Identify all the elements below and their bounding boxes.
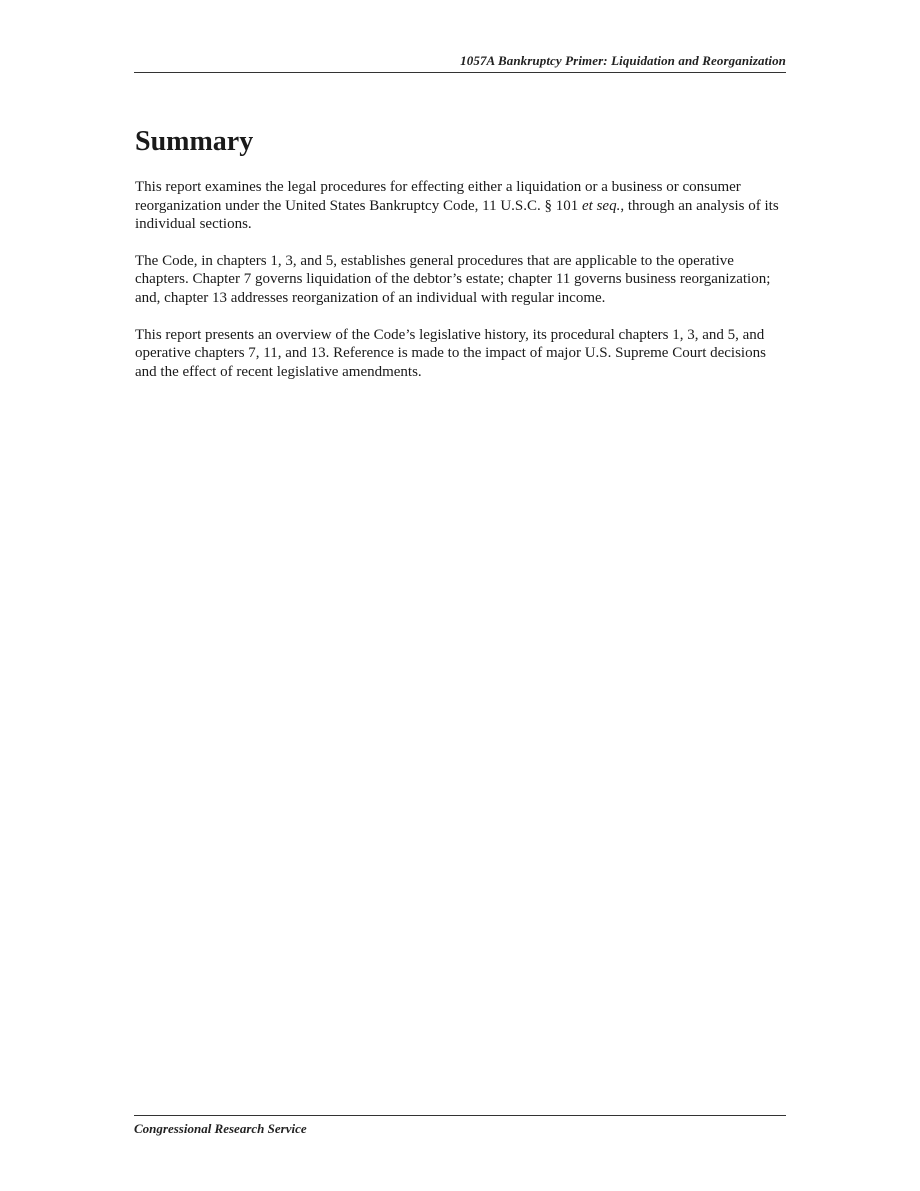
paragraph-1-text-after: , through an analysis of its individual sections. <box>135 197 779 233</box>
paragraph-1-emphasis: et seq. <box>582 197 621 214</box>
running-header-title: 1057A Bankruptcy Primer: Liquidation and Reorganization <box>460 53 786 68</box>
summary-paragraph-2: The Code, in chapters 1, 3, and 5, establishes general procedures that are applicable to the operative chapters. Chapter 7 governs liquidation of the debtor’s estate; chapter 11 governs business reorganization; and, chapter 13 addresses reorganization of an individual with regular income. <box>135 252 771 306</box>
summary-paragraph-3: This report presents an overview of the Code’s legislative history, its procedural chapters 1, 3, and 5, and operative chapters 7, 11, and 13. Reference is made to the impact of major U.S. Supreme Court decisions and the effect of recent legislative amendments. <box>135 326 766 380</box>
running-header <box>134 52 786 73</box>
summary-paragraph-1 <box>135 178 780 234</box>
footer-publisher: Congressional Research Service <box>134 1121 307 1136</box>
summary-body <box>135 178 780 399</box>
page-title: Summary <box>135 126 254 157</box>
page-footer <box>134 1115 786 1138</box>
paragraph-1-text-before: This report examines the legal procedures for effecting either a liquidation or a business or consumer reorganization under the United States Bankruptcy Code, 11 U.S.C. § 101 <box>135 179 741 214</box>
